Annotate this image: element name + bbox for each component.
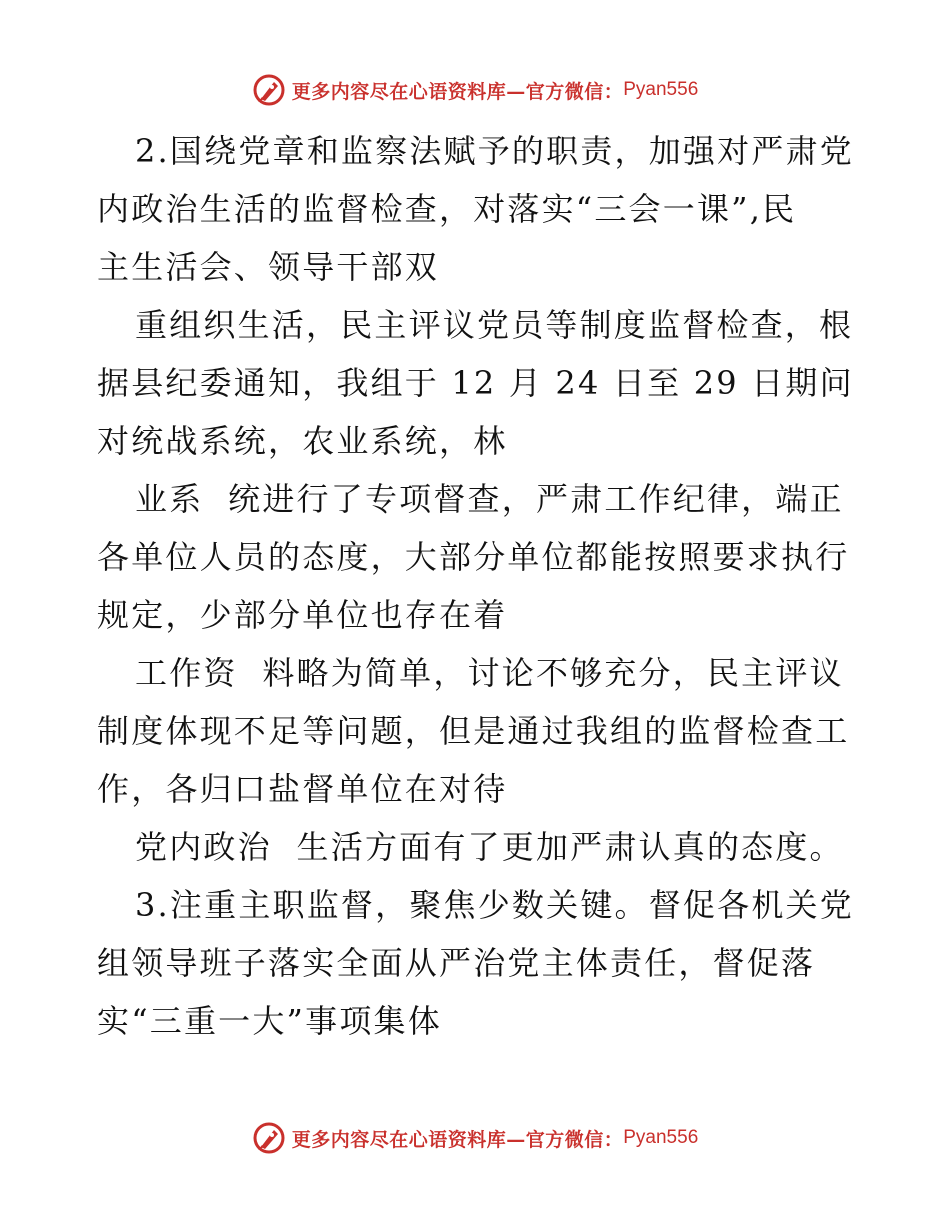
pen-nib-logo-icon <box>252 73 286 107</box>
body-text-line: 对统战系统，农业系统，林 <box>97 422 508 460</box>
body-text-line: 2.国绕党章和监察法赋予的职责，加强对严肃党 <box>135 132 854 170</box>
body-text-line: 3.注重主职监督，聚焦少数关键。督促各机关党 <box>135 886 854 924</box>
body-text-line: 制度体现不足等问题，但是通过我组的监督检查工 <box>97 712 850 750</box>
footer-banner-handle: Pyan556 <box>623 1127 699 1148</box>
header-banner-handle: Pyan556 <box>623 79 699 100</box>
body-text-line: 重组织生活，民主评议党员等制度监督检查，根 <box>135 306 854 344</box>
pen-nib-logo-icon <box>252 1121 286 1155</box>
body-text-line: 主生活会、领导干部双 <box>97 248 440 286</box>
body-text-line: 作，各归口盐督单位在对待 <box>97 770 508 808</box>
header-banner <box>0 70 950 110</box>
body-text-line: 组领导班子落实全面从严治党主体责任，督促落 <box>97 944 816 982</box>
footer-banner <box>0 1118 950 1158</box>
footer-banner-text: 更多内容尽在心语资料库—官方微信： <box>291 1128 624 1151</box>
body-text-line: 内政治生活的监督检查，对落实“三会一课”,民 <box>97 190 797 228</box>
header-banner-text: 更多内容尽在心语资料库—官方微信： <box>291 80 624 103</box>
document-body <box>97 122 857 1050</box>
body-text-line: 党内政治 生活方面有了更加严肃认真的态度。 <box>135 828 844 866</box>
body-text-line: 规定，少部分单位也存在着 <box>97 596 508 634</box>
body-text-line: 各单位人员的态度，大部分单位都能按照要求执行 <box>97 538 850 576</box>
body-text-line: 业系 统进行了专项督查，严肃工作纪律，端正 <box>135 480 844 518</box>
body-text-line: 实“三重一大”事项集体 <box>97 1002 442 1040</box>
body-text-line: 据县纪委通知，我组于 12 月 24 日至 29 日期问 <box>97 364 854 402</box>
body-text-line: 工作资 料略为简单，讨论不够充分，民主评议 <box>135 654 844 692</box>
